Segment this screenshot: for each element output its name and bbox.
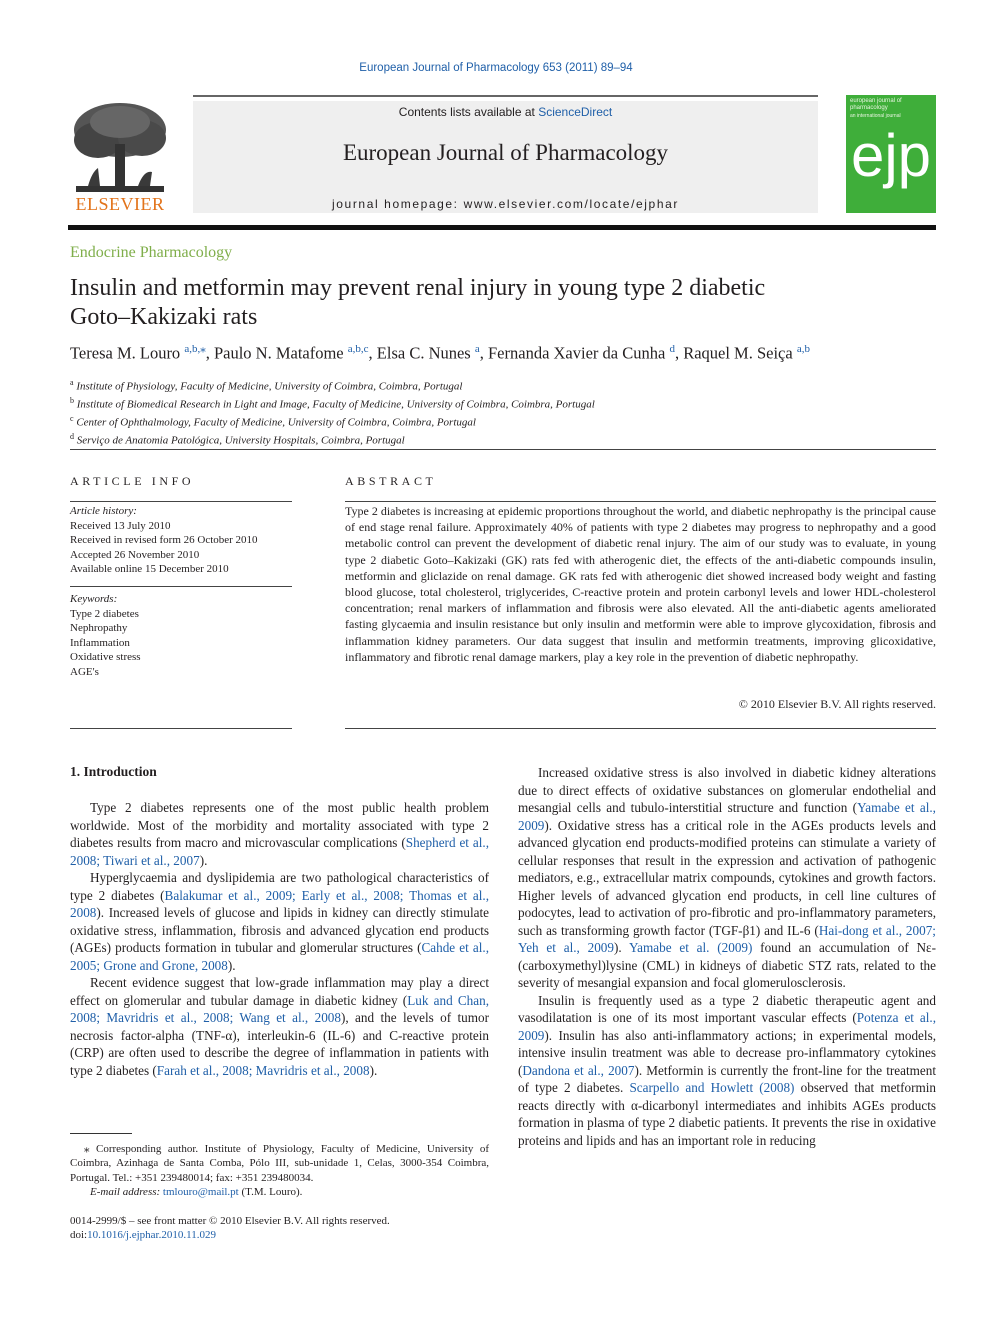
paragraph-text: Type 2 diabetes represents one of the most public health problem worldwide. Most of the morbidity and mortality associated with type 2 diabetes results from macro and microvascular complications ( <box>70 800 489 850</box>
paragraph-text: Increased oxidative stress is also involved in diabetic kidney alterations due to direct effects of oxidative substances on glomerular endothelial and mesangial cells and tubulo-interstitial structure and function ( <box>518 765 936 815</box>
author-list <box>70 342 950 364</box>
affiliation-item <box>70 430 930 448</box>
cover-letters: ejp <box>850 122 932 189</box>
author-separator: , <box>479 343 488 363</box>
citation-link[interactable]: Farah et al., 2008; Mavridris et al., 2008 <box>156 1062 370 1078</box>
rule-info-bottom <box>70 728 292 729</box>
affiliation-key: c <box>70 414 74 424</box>
paragraph-text: ). <box>199 852 208 868</box>
contents-line <box>193 105 818 119</box>
journal-homepage <box>193 197 818 211</box>
paragraph <box>518 764 936 992</box>
author-affiliation-marks[interactable]: a,b <box>796 343 810 355</box>
cover-sub: an international journal <box>850 113 901 119</box>
email-suffix: (T.M. Louro). <box>238 1185 303 1198</box>
rule-above-info <box>70 449 936 450</box>
citation-link[interactable]: Hai-dong et al., 2007; Yeh et al., 2009 <box>518 922 936 955</box>
article-info <box>70 504 292 577</box>
keyword-item: Type 2 diabetes <box>70 607 139 620</box>
paragraph-text: observed that metformin reacts directly with α-dicarbonyl intermediates and inhibits AGEs products formation in plasma of type 2 diabetic patients. It prevents the rise in oxidative proteins and lipids and has an important role in reducing <box>518 1080 936 1148</box>
paragraph-text: Hyperglycaemia and dyslipidemia are two pathological characteristics of type 2 diabetes ( <box>70 870 489 903</box>
contents-prefix: Contents lists available at <box>398 105 539 119</box>
history-list <box>70 519 292 577</box>
footnote-rule <box>70 1133 132 1134</box>
paragraph-text: ). <box>369 1062 378 1078</box>
keywords-block <box>70 592 292 679</box>
abstract-heading: ABSTRACT <box>345 474 437 488</box>
paragraph <box>518 992 936 1150</box>
rule-info-mid <box>70 586 292 587</box>
rule-abstract-bottom <box>345 728 936 729</box>
doi-label: doi: <box>70 1229 88 1242</box>
footnote-star: ⁎ <box>84 1143 90 1155</box>
keywords-label: Keywords: <box>70 593 118 605</box>
header-rule-top <box>193 95 818 97</box>
body-column-left <box>70 799 489 1079</box>
sciencedirect-link[interactable]: ScienceDirect <box>538 105 613 119</box>
author-separator: , <box>368 343 377 363</box>
affiliation-text: Serviço de Anatomia Patológica, University Hospitals, Coimbra, Portugal <box>76 435 405 448</box>
paragraph-text: ). Insulin has also anti-inflammatory actions; in experimental models, intensive insulin treatment was able to decrease pro-inflammatory cytokines ( <box>518 1027 936 1078</box>
citation-link[interactable]: Dandona et al., 2007 <box>522 1062 635 1078</box>
affiliation-key: b <box>70 396 74 406</box>
citation-link[interactable]: Balakumar et al., 2009; Early et al., 2008; Thomas et al., 2008 <box>70 887 489 920</box>
paragraph-text: Insulin is frequently used as a type 2 diabetic therapeutic agent and vasodilatation is one of its most important vascular effects ( <box>518 992 936 1025</box>
affiliation-text: Institute of Physiology, Faculty of Medicine, University of Coimbra, Coimbra, Portugal <box>76 380 463 393</box>
paragraph-text: ). Increased levels of glucose and lipids in kidney can directly stimulate oxidative stress, inflammation, fibrosis and advanced glycation end products (AGEs) products formation in tubular and glomerular structures ( <box>70 905 489 955</box>
citation-link[interactable]: European Journal of Pharmacology 653 (2011) 89–94 <box>359 62 633 74</box>
keyword-item: Nephropathy <box>70 622 128 634</box>
author-name: Fernanda Xavier da Cunha <box>488 343 666 363</box>
paragraph-text: ). <box>227 957 236 973</box>
citation-link[interactable]: Yamabe et al., 2009 <box>518 800 936 833</box>
journal-citation[interactable] <box>0 62 992 74</box>
paragraph <box>70 869 489 974</box>
title-line-2: Goto–Kakizaki rats <box>70 304 258 330</box>
history-item: Accepted 26 November 2010 <box>70 548 200 561</box>
journal-title: European Journal of Pharmacology <box>342 140 669 165</box>
article-title <box>70 274 930 332</box>
paragraph-text: found an accumulation of Nε-(carboxymethyl)lysine (CML) in kidneys of diabetic STZ rats, related to the severity of mesangial expansion and focal glomerulosclerosis. <box>518 940 936 990</box>
paragraph <box>70 799 489 869</box>
doi-line <box>70 1228 570 1242</box>
header-rule-bottom <box>68 225 936 230</box>
article-info-heading: ARTICLE INFO <box>70 474 195 488</box>
author-name: Raquel M. Seiça <box>683 343 793 363</box>
author-name: Elsa C. Nunes <box>376 343 471 363</box>
homepage-url[interactable]: www.elsevier.com/locate/ejphar <box>463 197 679 211</box>
email-label: E-mail address: <box>90 1185 163 1198</box>
keyword-item: Oxidative stress <box>70 651 141 663</box>
affiliation-item <box>70 376 930 394</box>
citation-link[interactable]: Potenza et al., 2009 <box>518 1010 936 1043</box>
affiliation-item <box>70 394 930 412</box>
author-affiliation-marks[interactable]: a,b,c <box>347 343 369 355</box>
affiliation-key: d <box>70 432 74 442</box>
rule-abstract-top <box>345 501 936 502</box>
homepage-prefix: journal homepage: <box>332 197 464 211</box>
author-affiliation-marks[interactable]: a <box>474 343 480 355</box>
citation-link[interactable]: Yamabe et al. (2009) <box>628 940 753 955</box>
affiliation-text: Institute of Biomedical Research in Light and Image, Faculty of Medicine, University of Coimbra, Coimbra, Portugal <box>76 398 595 411</box>
article-section: Endocrine Pharmacology <box>70 244 233 261</box>
author-name: Paulo N. Matafome <box>213 343 344 363</box>
history-item: Received 13 July 2010 <box>70 519 171 532</box>
citation-link[interactable]: Luk and Chan, 2008; Mavridris et al., 2008; Wang et al., 2008 <box>70 992 489 1025</box>
author-name: Teresa M. Louro <box>70 343 181 363</box>
footnote-text: Corresponding author. Institute of Physiology, Faculty of Medicine, University of Coimbra, Azinhaga de Santa Comba, Pólo III, sub-unidade 1, Celas, 3000-354 Coimbra, Portugal. Tel.: +351 239480014; fax: +351 239480034. <box>70 1143 489 1184</box>
body-column-right <box>518 764 936 1149</box>
abstract-copyright: © 2010 Elsevier B.V. All rights reserved. <box>738 697 936 711</box>
affiliation-text: Center of Ophthalmology, Faculty of Medicine, University of Coimbra, Coimbra, Portugal <box>76 416 476 429</box>
rule-info-top <box>70 501 292 502</box>
abstract-text: Type 2 diabetes is increasing at epidemic proportions throughout the world, and diabetic nephropathy is the principal cause of end stage renal failure. Approximately 40% of patients with type 2 diabetes may progress to nephropathy and a good metabolic control can prevent the development of diabetic renal injury. The aim of our study was to evaluate, in young type 2 diabetic Goto–Kakizaki (GK) rats fed with atherogenic diet, the effects of the anti-diabetic compounds insulin, metformin and gliclazide on renal damage. GK rats fed with atherogenic diet showed increased body weight and fasting blood glucose, total cholesterol, triglycerides, C-reactive protein and protein carbonyl levels and lower HDL-cholesterol concentration; renal markers of inflammation and fibrosis were also elevated. All the anti-diabetic agents ameliorated fasting glycaemia and insulin resistance but only insulin and metformin were able to improve glycoxidation, fibrosis and inflammation kidney parameters. Our data suggest that insulin and metformin treatments, improving glicoxidative, inflammatory and fibrotic renal damage markers, play a key role in the prevention of diabetic nephropathy. <box>345 504 936 664</box>
paragraph-text: ), and the levels of tumor necrosis factor-alpha (TNF-α), interleukin-6 (IL-6) and C-reactive protein (CRP) are often used to describe the degree of inflammation in patients with type 2 diabetes ( <box>70 1010 489 1078</box>
ejp-journal-cover <box>846 95 936 213</box>
paragraph-text: ). <box>613 940 629 955</box>
corresponding-author-footnote <box>70 1142 489 1199</box>
paragraph-text: Recent evidence suggest that low-grade inflammation may play a direct effect on glomerular and tubular damage in diabetic kidney ( <box>70 975 489 1008</box>
history-label: Article history: <box>70 505 137 517</box>
affiliation-list <box>70 376 930 449</box>
author-affiliation-marks[interactable]: a,b, <box>184 343 201 355</box>
history-item: Received in revised form 26 October 2010 <box>70 534 258 546</box>
email-link[interactable]: tmlouro@mail.pt <box>162 1185 239 1198</box>
doi-link[interactable]: 10.1016/j.ejphar.2010.11.029 <box>87 1229 216 1242</box>
keywords-list <box>70 607 292 680</box>
author-affiliation-marks[interactable]: d <box>669 343 675 355</box>
citation-link[interactable]: Scarpello and Howlett (2008) <box>629 1080 795 1095</box>
front-matter-info <box>70 1214 570 1243</box>
affiliation-key: a <box>70 378 74 387</box>
paragraph <box>70 974 489 1079</box>
paragraph-text: ). Oxidative stress has a critical role in the AGEs products levels and advanced glycation end products-modified proteins can stimulate a variety of cellular responses that result in the expression and activation of pathogenic mediators, e.g., extracellular matrix compounds, cytokines and growth factors. Higher levels of advanced glycation end products, in cell line cultures of podocytes, lead to activation of pro-fibrotic and pro-inflammatory parameters, such as transforming growth factor (TGF-β1) and IL-6 ( <box>518 817 936 938</box>
author-separator: , <box>205 343 214 363</box>
introduction-heading: 1. Introduction <box>70 764 157 779</box>
title-line-1: Insulin and metformin may prevent renal injury in young type 2 diabetic <box>70 275 766 301</box>
history-item: Available online 15 December 2010 <box>70 563 229 575</box>
keyword-item: Inflammation <box>70 636 130 649</box>
keyword-item: AGE's <box>70 665 99 678</box>
paragraph-text: ). Metformin is currently the front-line for the treatment of type 2 diabetes. <box>518 1062 937 1095</box>
author-separator: , <box>674 343 684 363</box>
citation-link[interactable]: Shepherd et al., 2008; Tiwari et al., 2007 <box>70 835 489 868</box>
issn-line: 0014-2999/$ – see front matter © 2010 Elsevier B.V. All rights reserved. <box>70 1215 390 1227</box>
elsevier-wordmark: ELSEVIER <box>75 194 165 214</box>
cover-tagline: european journal of pharmacology <box>850 98 902 111</box>
affiliation-item <box>70 412 930 430</box>
citation-link[interactable]: Cahde et al., 2005; Grone and Grone, 2008 <box>70 940 489 973</box>
corresponding-author-mark[interactable]: ⁎ <box>200 343 206 355</box>
